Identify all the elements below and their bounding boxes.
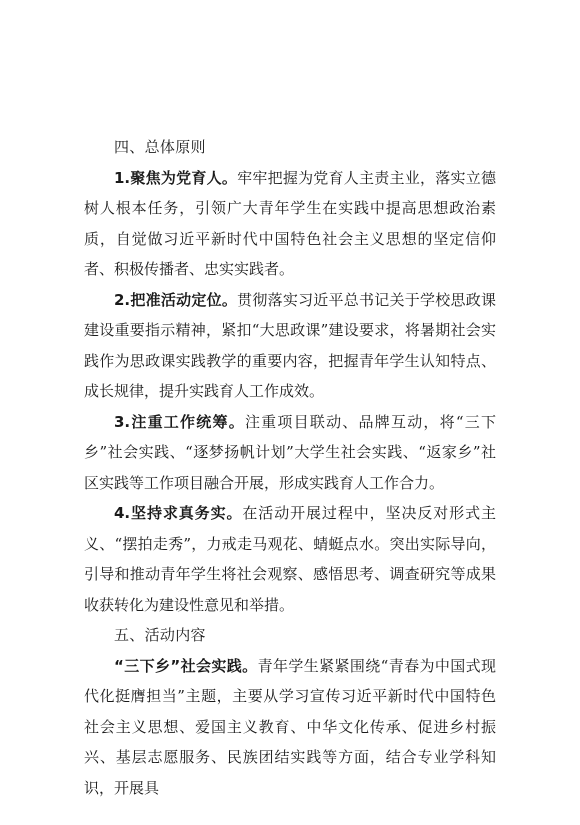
activity-paragraph-1 [84,651,496,804]
paragraph-lead: 3.注重工作统筹。 [114,412,245,431]
document-body [84,132,496,803]
principle-paragraph-2 [84,285,496,407]
paragraph-text: 牢牢把握为党育人主责主业，落实立德树人根本任务，引领广大青年学生在实践中提高思想政治素质，自觉做习近平新时代中国特色社会主义思想的坚定信仰者、积极传播者、忠实实践者。 [84,168,496,278]
paragraph-lead: 2.把准活动定位。 [114,290,238,309]
paragraph-text: 贯彻落实习近平总书记关于学校思政课建设重要指示精神，紧扣“大思政课”建设要求，将暑期社会实践作为思政课实践教学的重要内容，把握青年学生认知特点、成长规律，提升实践育人工作成效。 [84,290,496,400]
paragraph-lead: “三下乡”社会实践。 [114,656,258,675]
paragraph-text: 青年学生紧紧围绕“青春为中国式现代化挺膺担当”主题，主要从学习宣传习近平新时代中国特色社会主义思想、爱国主义教育、中华文化传承、促进乡村振兴、基层志愿服务、民族团结实践等方面，结合专业学科知识，开展具 [84,656,496,797]
principle-paragraph-4 [84,498,496,620]
paragraph-text: 在活动开展过程中，坚决反对形式主义、“摆拍走秀”，力戒走马观花、蜻蜓点水。突出实际导向，引导和推动青年学生将社会观察、感悟思考、调查研究等成果收获转化为建设性意见和举措。 [84,504,496,614]
paragraph-text: 注重项目联动、品牌互动，将“三下乡”社会实践、“逐梦扬帆计划”大学生社会实践、“返家乡”社区实践等工作项目融合开展，形成实践育人工作合力。 [84,412,497,492]
principle-paragraph-3 [84,407,496,499]
principle-paragraph-1 [84,163,496,285]
section-heading-principles: 四、总体原则 [114,138,206,156]
paragraph-lead: 4.坚持求真务实。 [114,504,243,522]
paragraph-lead: 1.聚焦为党育人。 [114,168,238,187]
section-heading-activities: 五、活动内容 [114,626,206,644]
